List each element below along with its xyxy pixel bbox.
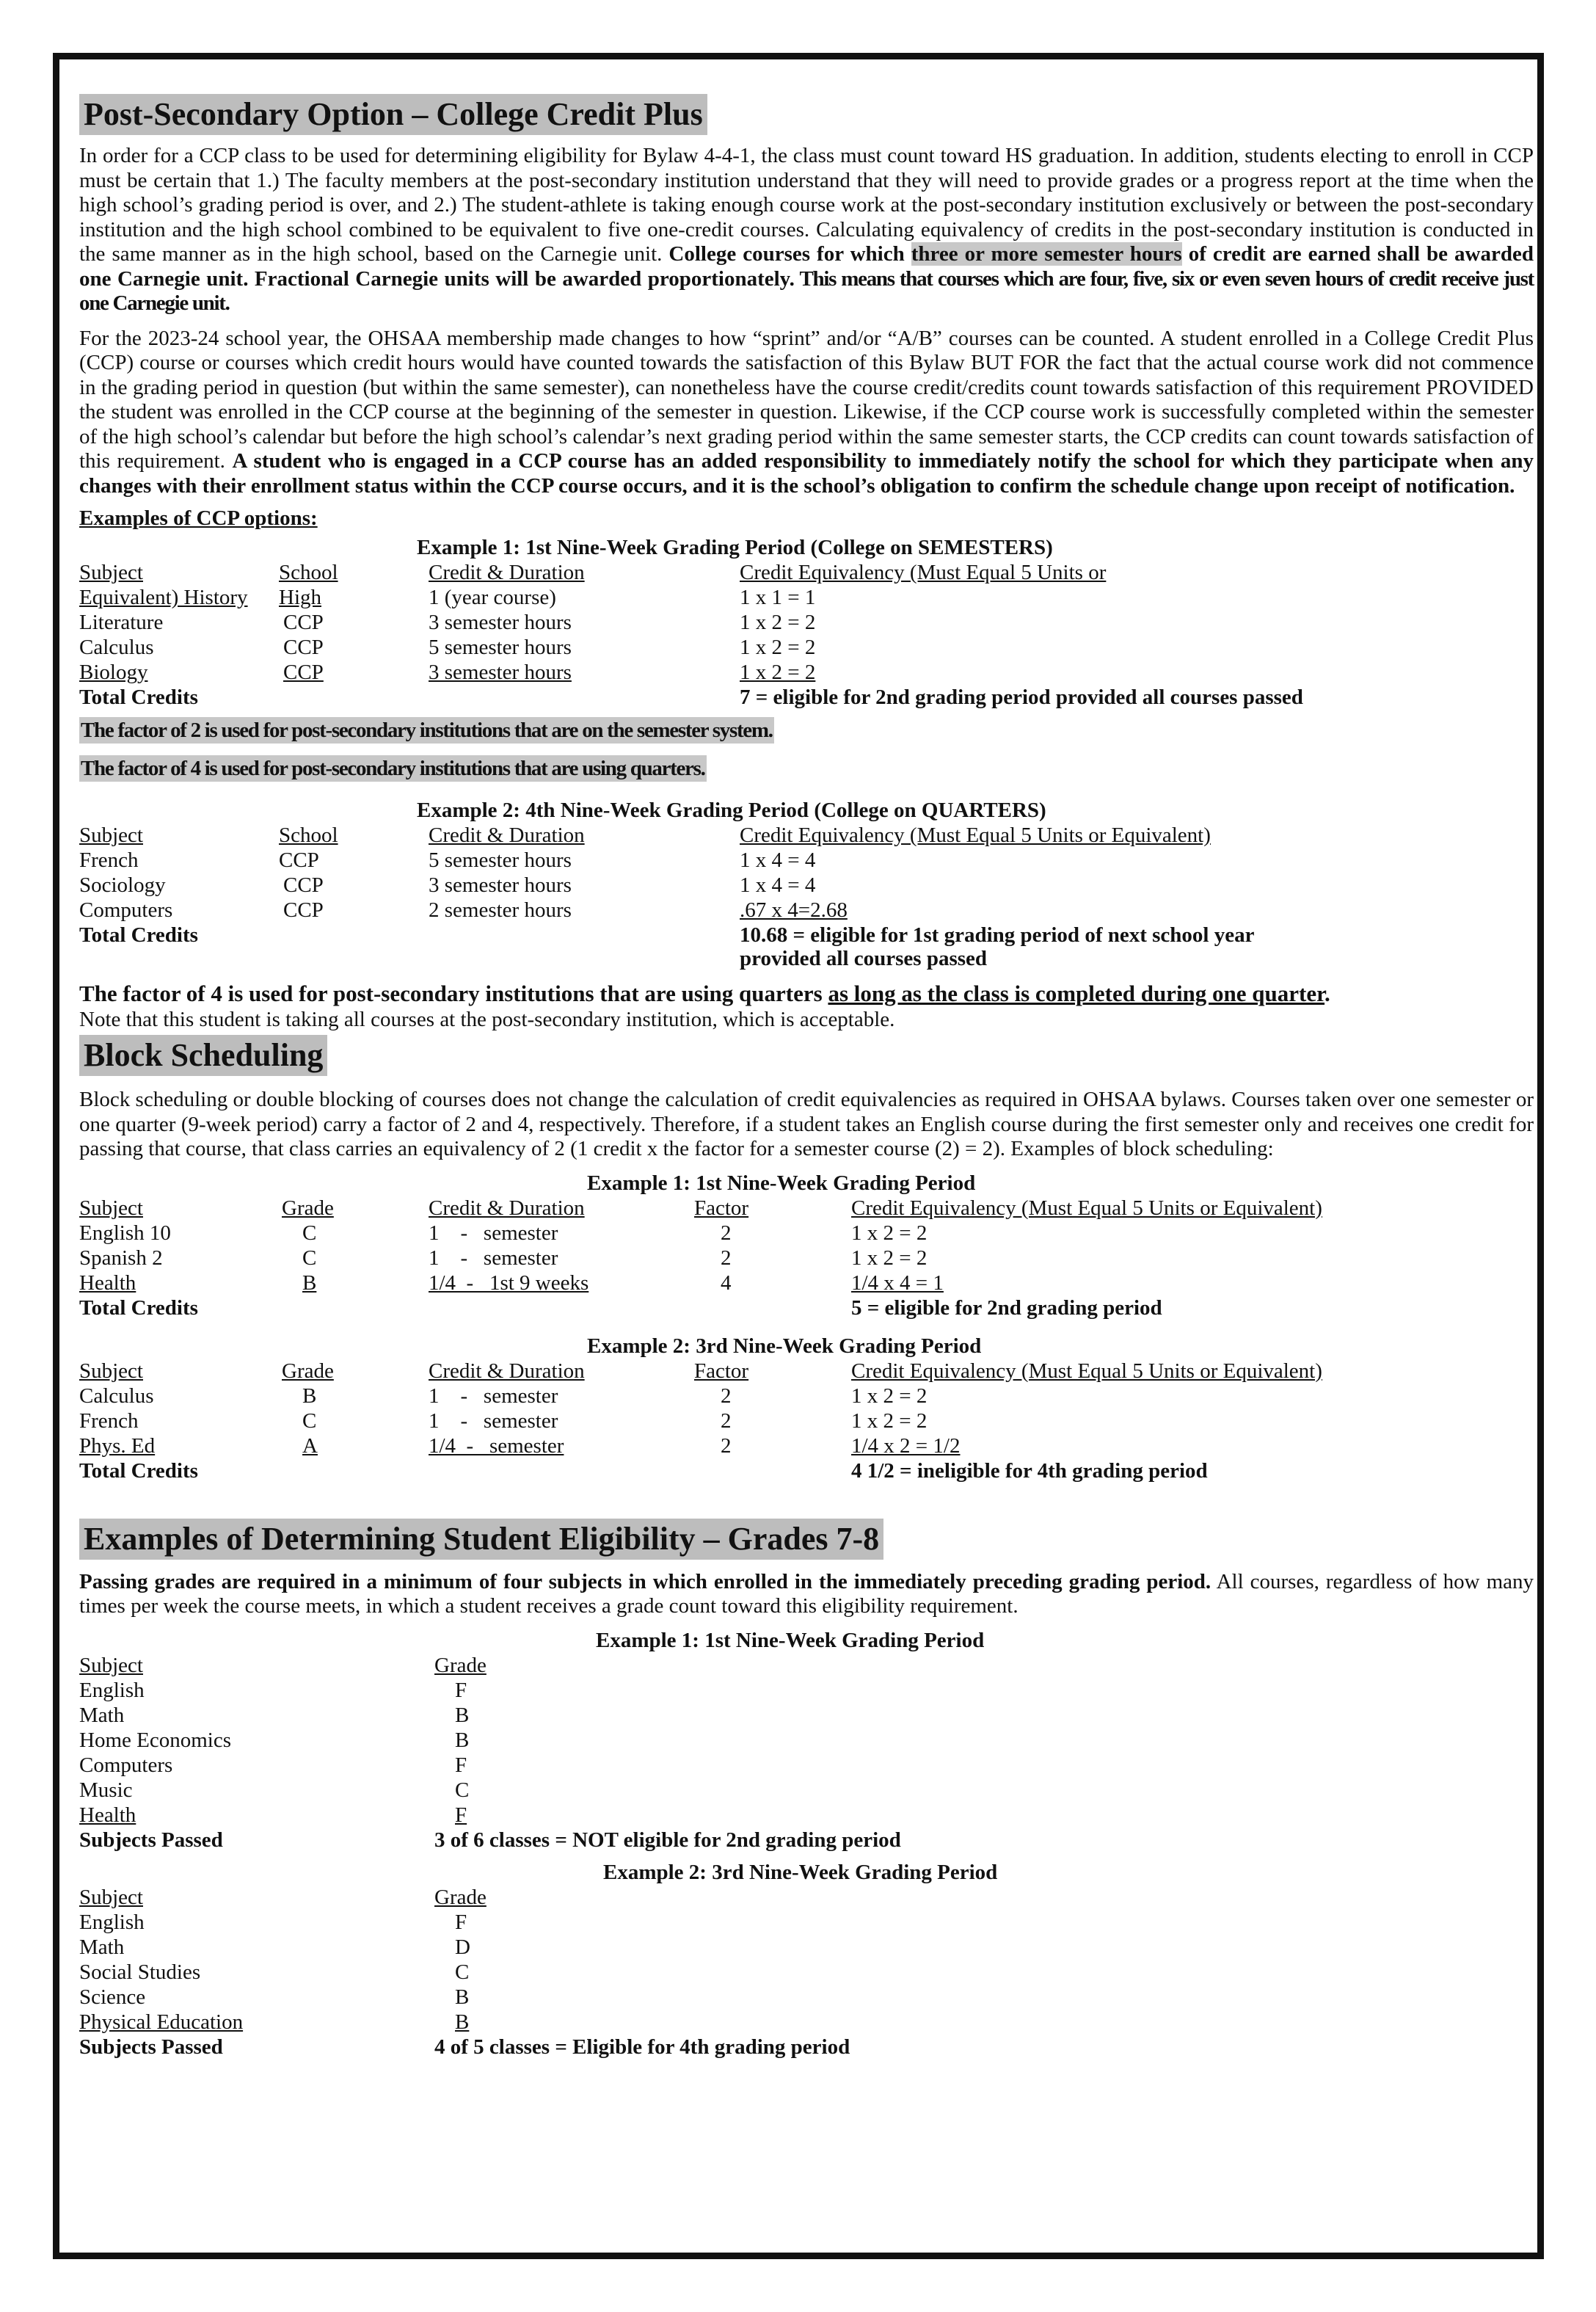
- closing-bold-a: The factor of 4 is used for post-secondary institutions that are using quarters: [79, 981, 828, 1006]
- table-row: [79, 1221, 1534, 1246]
- col-subject: Subject: [79, 1885, 143, 1909]
- cell-credit: 1/4 - semester: [429, 1433, 564, 1458]
- cell-subject: Physical Education: [79, 2010, 244, 2034]
- cell-equivalency: 1 x 4 = 4: [740, 848, 816, 872]
- cell-equivalency: 1 x 2 = 2: [740, 611, 816, 634]
- table-row: [79, 1985, 1534, 2010]
- cell-subject: Computers: [79, 898, 173, 922]
- g78-ex1-title: Example 1: 1st Nine-Week Grading Period: [596, 1628, 985, 1652]
- ccp-p2-text: For the 2023-24 school year, the OHSAA membership made changes to how “sprint” and/or “A/B” courses can be counted. A student enrolled in a College Credit Plus (CCP) course or courses which credit hours would have counted towards the satisfaction of this Bylaw BUT FOR the fact that the actual course work did not commence in the grading period in question (but within the same semester), can nonetheless have the course credit/credits count towards satisfaction of this requirement PROVIDED the student was enrolled in the CCP course at the beginning of the semester in question. Likewise, if the CCP course work is successfully completed within the semester of the high school’s calendar but before the high school’s calendar’s next grading period within the same semester starts, the CCP credits can count towards satisfaction of this requirement.: [79, 326, 1534, 473]
- cell-grade: F: [455, 1753, 467, 1777]
- total-value: 3 of 6 classes = NOT eligible for 2nd grading period: [434, 1828, 901, 1852]
- cell-equivalency: 1 x 4 = 4: [740, 873, 816, 897]
- table-row: [79, 848, 1534, 873]
- block-ex1-total-row: [79, 1295, 1534, 1320]
- table-row: [79, 1384, 1534, 1408]
- ccp-examples-label: Examples of CCP options:: [79, 506, 318, 530]
- table-row: [79, 635, 1534, 660]
- table-row: [79, 1803, 1534, 1828]
- block-ex2-total-row: [79, 1458, 1534, 1483]
- ccp-note-quarter: The factor of 4 is used for post-secondary institutions that are using quarters.: [81, 757, 705, 780]
- cell-school: CCP: [283, 873, 324, 897]
- cell-credit: 1/4 - 1st 9 weeks: [429, 1270, 589, 1295]
- document-content: [79, 94, 1534, 2060]
- cell-factor: 2: [721, 1384, 732, 1408]
- cell-grade: B: [455, 2010, 470, 2034]
- col-credit-equivalency: Credit Equivalency (Must Equal 5 Units or Equivalent): [851, 1196, 1322, 1220]
- closing-normal: Note that this student is taking all courses at the post-secondary institution, which is acceptable.: [79, 1008, 895, 1031]
- ccp-ex1-header-row: [79, 560, 1534, 585]
- cell-subject: Health: [79, 1803, 136, 1827]
- cell-subject: Biology: [79, 661, 148, 684]
- col-credit-duration: Credit & Duration: [429, 561, 585, 584]
- ccp-p2-bold: A student who is engaged in a CCP course has an added responsibility to immediately notify the school for which they participate when any changes with their enrollment status within the CCP course occurs, and it is the school’s obligation to confirm the schedule change upon receipt of notification.: [79, 449, 1534, 498]
- table-row: [79, 660, 1534, 685]
- cell-credit: 1 (year course): [429, 586, 556, 609]
- col-credit-duration: Credit & Duration: [429, 824, 585, 847]
- cell-grade: D: [455, 1935, 470, 1959]
- cell-equivalency: 1 x 2 = 2: [851, 1221, 928, 1245]
- table-row: [79, 1728, 1534, 1753]
- cell-grade: B: [302, 1270, 317, 1295]
- ccp-p1-highlight: three or more semester hours: [911, 242, 1182, 266]
- cell-credit: 5 semester hours: [429, 848, 572, 872]
- cell-factor: 2: [721, 1408, 732, 1433]
- ccp-header: Post-Secondary Option – College Credit Plus: [79, 94, 707, 135]
- cell-equivalency: 1/4 x 2 = 1/2: [851, 1433, 961, 1458]
- cell-school: CCP: [283, 898, 324, 922]
- closing-bold-underline: as long as the class is completed during one quarter: [828, 981, 1325, 1006]
- cell-school: CCP: [283, 661, 324, 684]
- col-factor: Factor: [694, 1196, 749, 1220]
- ccp-note-quarter-wrap: [79, 755, 1534, 782]
- cell-grade: C: [455, 1778, 470, 1802]
- closing-bold-end: .: [1324, 981, 1330, 1006]
- cell-grade: F: [455, 1803, 467, 1827]
- cell-factor: 4: [721, 1270, 732, 1295]
- total-value-line-2: provided all courses passed: [740, 947, 988, 970]
- ccp-paragraph-2: [79, 327, 1534, 499]
- table-row: [79, 1678, 1534, 1703]
- col-school: School: [279, 824, 338, 847]
- block-header: Block Scheduling: [79, 1035, 327, 1076]
- cell-subject: English 10: [79, 1221, 171, 1245]
- ccp-p1-bold-a: College courses for which: [668, 242, 911, 266]
- cell-subject: Sociology: [79, 873, 166, 897]
- grades-7-8-header: Examples of Determining Student Eligibility – Grades 7-8: [79, 1519, 883, 1560]
- total-label: Subjects Passed: [79, 1828, 223, 1852]
- cell-subject: Health: [79, 1270, 136, 1295]
- ccp-p1-text: In order for a CCP class to be used for determining eligibility for Bylaw 4-4-1, the class must count toward HS graduation. In addition, students electing to enroll in CCP must be certain that 1.) The faculty members at the post-secondary institution understand that they will need to provide grades or a progress report at the time when the high school’s grading period is over, and 2.) The student-athlete is taking enough course work at the post-secondary institution exclusively or between the post-secondary institution and the high school combined to be equivalent to five one-credit courses. Calculating equivalency of credits in the post-secondary institution is conducted in the same manner as in the high school, based on the Carnegie unit.: [79, 144, 1534, 266]
- cell-grade: B: [455, 1985, 470, 2009]
- cell-school: CCP: [283, 636, 324, 659]
- cell-credit: 1 - semester: [429, 1384, 558, 1408]
- cell-equivalency: 1 x 2 = 2: [851, 1408, 928, 1433]
- cell-equivalency: 1 x 1 = 1: [740, 586, 816, 609]
- ccp-ex2-total-row: [79, 923, 1534, 973]
- cell-subject: Science: [79, 1985, 146, 2009]
- g78-ex2-header-row: [79, 1885, 1534, 1910]
- table-row: [79, 898, 1534, 923]
- col-subject: Subject: [79, 1653, 143, 1677]
- col-subject: Subject: [79, 1359, 143, 1383]
- grades-7-8-paragraph: [79, 1570, 1534, 1619]
- cell-grade: C: [302, 1246, 317, 1270]
- cell-subject: Math: [79, 1703, 125, 1727]
- cell-school: CCP: [283, 611, 324, 634]
- table-row: [79, 1703, 1534, 1728]
- cell-grade: C: [455, 1960, 470, 1984]
- block-ex1-header-row: [79, 1196, 1534, 1221]
- cell-subject: Math: [79, 1935, 125, 1959]
- col-credit-equivalency: Credit Equivalency (Must Equal 5 Units or Equivalent): [851, 1359, 1322, 1383]
- cell-grade: C: [302, 1408, 317, 1433]
- ccp-closing: [79, 981, 1534, 1032]
- g78-para-bold: Passing grades are required in a minimum of four subjects in which enrolled in the immediately preceding grading period.: [79, 1569, 1211, 1593]
- table-row: [79, 585, 1534, 610]
- col-subject: Subject: [79, 824, 143, 847]
- cell-grade: B: [455, 1703, 470, 1727]
- cell-school: High: [279, 586, 321, 609]
- cell-grade: A: [302, 1433, 318, 1458]
- table-row: [79, 1753, 1534, 1778]
- total-value: 7 = eligible for 2nd grading period provided all courses passed: [740, 686, 1303, 709]
- cell-credit: 3 semester hours: [429, 611, 572, 634]
- table-row: [79, 1778, 1534, 1803]
- col-credit-duration: Credit & Duration: [429, 1196, 585, 1220]
- ccp-note-semester: The factor of 2 is used for post-secondary institutions that are on the semester system.: [81, 719, 773, 742]
- cell-equivalency: 1 x 2 = 2: [740, 661, 816, 684]
- total-label: Total Credits: [79, 686, 198, 709]
- cell-subject: Calculus: [79, 636, 154, 659]
- cell-grade: F: [455, 1910, 467, 1934]
- cell-grade: B: [455, 1728, 470, 1752]
- cell-factor: 2: [721, 1433, 732, 1458]
- ccp-ex1-total-row: [79, 685, 1534, 710]
- cell-credit: 5 semester hours: [429, 636, 572, 659]
- table-row: [79, 1270, 1534, 1295]
- cell-equivalency: 1 x 2 = 2: [851, 1384, 928, 1408]
- block-ex1-title: Example 1: 1st Nine-Week Grading Period: [587, 1171, 976, 1195]
- table-row: [79, 1960, 1534, 1985]
- cell-subject: Social Studies: [79, 1960, 201, 1984]
- cell-subject: French: [79, 848, 139, 872]
- table-row: [79, 873, 1534, 898]
- table-row: [79, 2010, 1534, 2035]
- g78-ex1-total-row: [79, 1828, 1534, 1853]
- total-value-line-1: 10.68 = eligible for 1st grading period of next school year: [740, 923, 1255, 947]
- table-row: [79, 1910, 1534, 1935]
- total-label: Total Credits: [79, 1458, 198, 1483]
- col-subject: Subject: [79, 561, 143, 584]
- g78-para-normal: All courses, regardless of how many times per week the course meets, in which a student receives a grade count toward this eligibility requirement.: [79, 1569, 1534, 1618]
- cell-grade: F: [455, 1678, 467, 1702]
- cell-subject: Spanish 2: [79, 1246, 163, 1270]
- cell-subject: Calculus: [79, 1384, 154, 1408]
- ccp-paragraph-1: [79, 144, 1534, 316]
- g78-ex2-total-row: [79, 2035, 1534, 2060]
- table-row: [79, 1408, 1534, 1433]
- g78-ex1-header-row: [79, 1653, 1534, 1678]
- block-ex2-header-row: [79, 1359, 1534, 1384]
- cell-equivalency: .67 x 4=2.68: [740, 898, 848, 922]
- col-subject: Subject: [79, 1196, 143, 1220]
- total-value: 4 of 5 classes = Eligible for 4th grading period: [434, 2035, 850, 2059]
- col-grade: Grade: [434, 1653, 487, 1677]
- table-row: [79, 1433, 1534, 1458]
- cell-subject: English: [79, 1910, 145, 1934]
- cell-subject: Music: [79, 1778, 133, 1802]
- table-row: [79, 1935, 1534, 1960]
- col-grade: Grade: [282, 1196, 334, 1220]
- col-factor: Factor: [694, 1359, 749, 1383]
- g78-ex2-title: Example 2: 3rd Nine-Week Grading Period: [603, 1860, 998, 1884]
- ccp-note-semester-wrap: [79, 717, 1534, 744]
- cell-credit: 3 semester hours: [429, 661, 572, 684]
- col-credit-duration: Credit & Duration: [429, 1359, 585, 1383]
- block-paragraph: Block scheduling or double blocking of courses does not change the calculation of credit equivalencies as required in OHSAA bylaws. Courses taken over one semester or one quarter (9-week period) carry a factor of 2 and 4, respectively. Therefore, if a student takes an English course during the first semester only and receives one credit for passing that course, that class carries an equivalency of 2 (1 credit x the factor for a semester course (2) = 2). Examples of block scheduling:: [79, 1088, 1534, 1160]
- col-credit-equivalency: Credit Equivalency (Must Equal 5 Units or Equivalent): [740, 824, 1211, 847]
- ccp-p1-bold-c: This means that courses which are four, five, six or even seven hours of credit receive just one Carnegie unit.: [79, 266, 1534, 315]
- cell-subject: Literature: [79, 611, 164, 634]
- total-label: Total Credits: [79, 923, 198, 947]
- cell-subject-text: Equivalent) History: [79, 586, 248, 609]
- cell-school: CCP: [279, 848, 319, 872]
- cell-subject: English: [79, 1678, 145, 1702]
- cell-credit: 3 semester hours: [429, 873, 572, 897]
- cell-subject: Phys. Ed: [79, 1433, 156, 1458]
- col-credit-equivalency: Credit Equivalency (Must Equal 5 Units or: [740, 561, 1107, 584]
- cell-subject: Home Economics: [79, 1728, 231, 1752]
- cell-factor: 2: [721, 1246, 732, 1270]
- cell-grade: B: [302, 1384, 317, 1408]
- block-ex2-title: Example 2: 3rd Nine-Week Grading Period: [587, 1334, 982, 1358]
- ccp-ex1-title: Example 1: 1st Nine-Week Grading Period (College on SEMESTERS): [417, 536, 1053, 559]
- ccp-ex2-header-row: [79, 823, 1534, 848]
- total-value: 5 = eligible for 2nd grading period: [851, 1295, 1162, 1320]
- cell-subject: Computers: [79, 1753, 173, 1777]
- ccp-ex2-title: Example 2: 4th Nine-Week Grading Period (College on QUARTERS): [417, 799, 1046, 822]
- table-row: [79, 1246, 1534, 1270]
- cell-subject: French: [79, 1408, 139, 1433]
- total-value: 4 1/2 = ineligible for 4th grading period: [851, 1458, 1208, 1483]
- cell-equivalency: 1 x 2 = 2: [740, 636, 816, 659]
- col-grade: Grade: [434, 1885, 487, 1909]
- table-row: [79, 610, 1534, 635]
- cell-credit: 1 - semester: [429, 1408, 558, 1433]
- cell-credit: 1 - semester: [429, 1246, 558, 1270]
- cell-equivalency: 1/4 x 4 = 1: [851, 1270, 944, 1295]
- cell-credit: 1 - semester: [429, 1221, 558, 1245]
- col-school: School: [279, 561, 338, 584]
- cell-credit: 2 semester hours: [429, 898, 572, 922]
- total-label: Subjects Passed: [79, 2035, 223, 2059]
- cell-equivalency: 1 x 2 = 2: [851, 1246, 928, 1270]
- cell-factor: 2: [721, 1221, 732, 1245]
- cell-grade: C: [302, 1221, 317, 1245]
- col-grade: Grade: [282, 1359, 334, 1383]
- total-label: Total Credits: [79, 1295, 198, 1320]
- ccp-p1-bold-b: of credit are earned shall be awarded one Carnegie unit. Fractional Carnegie units will be awarded proportionately.: [79, 242, 1534, 291]
